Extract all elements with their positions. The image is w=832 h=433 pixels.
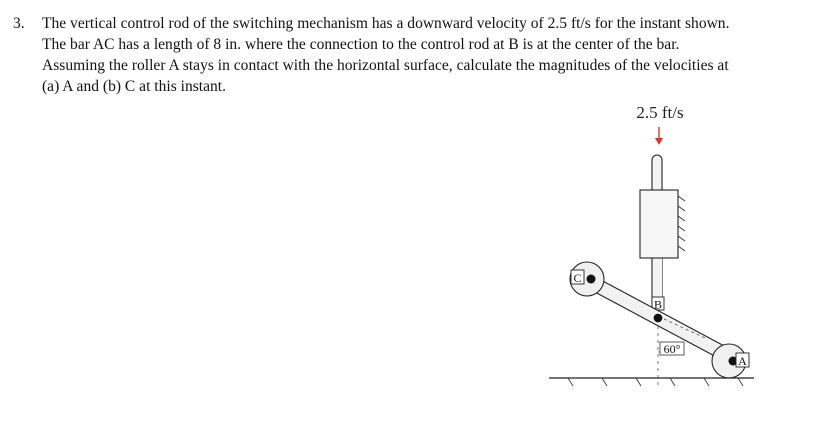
problem-number: 3. [13,15,25,32]
problem-line-1: The vertical control rod of the switching mechanism has a downward velocity of 2.5 ft/s for the instant shown. [42,15,730,32]
ground-surface [549,378,754,386]
label-c: C [573,271,582,285]
velocity-arrow [655,127,663,145]
rod-guide-housing [640,190,685,258]
problem-line-3: Assuming the roller A stays in contact with the horizontal surface, calculate the magnitudes of the velocities at [42,57,729,74]
problem-line-2: The bar AC has a length of 8 in. where the connection to the control rod at B is at the center of the bar. [42,36,680,53]
pin-b [653,313,663,323]
problem-line-4: (a) A and (b) C at this instant. [42,78,227,95]
velocity-label: 2.5 ft/s [636,103,684,122]
angle-label: 60° [663,342,681,356]
label-a: A [738,354,747,368]
label-b: B [653,297,663,312]
